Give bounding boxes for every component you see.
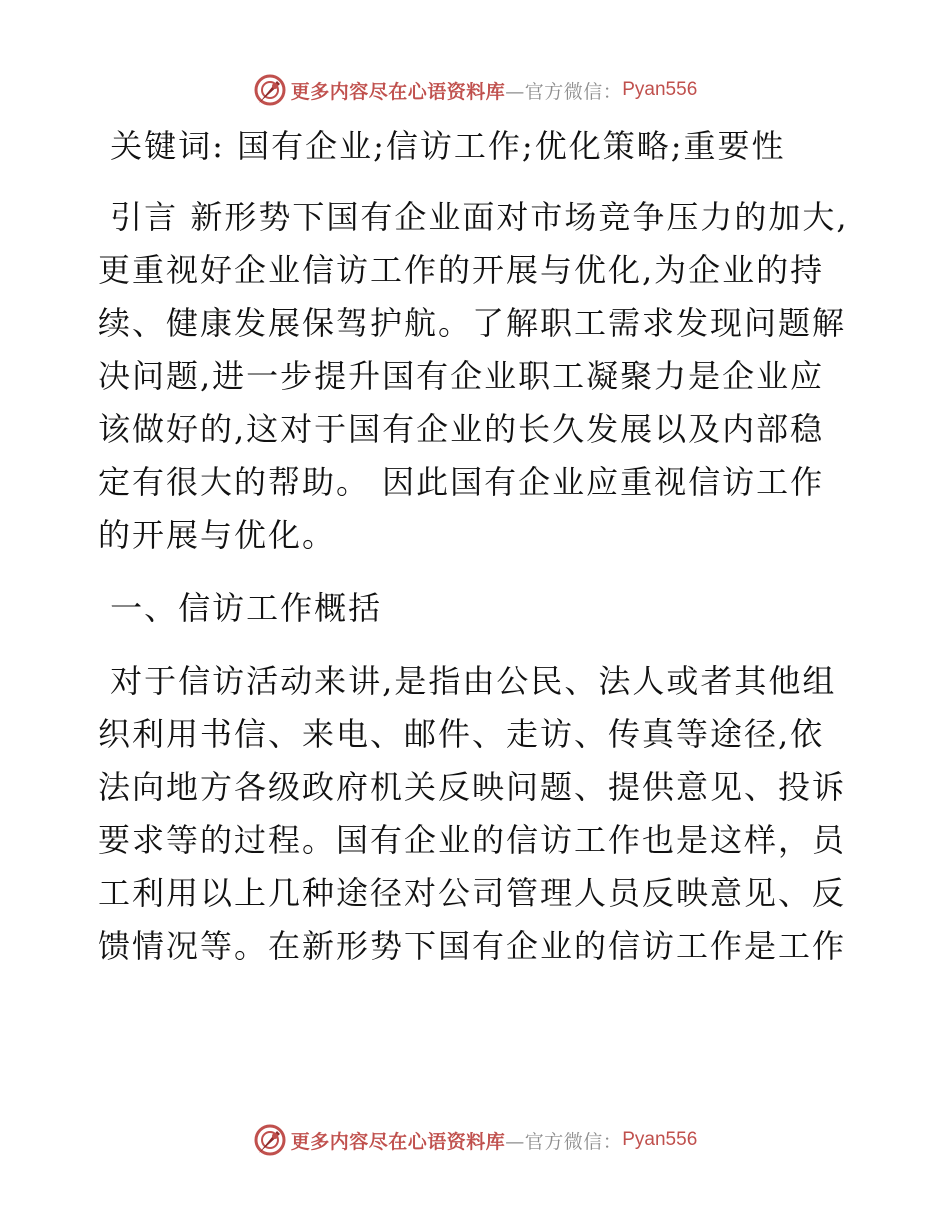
section-heading: 一、信访工作概括 (98, 589, 383, 627)
banner-wechat-id: Pyan556 (622, 79, 698, 100)
banner-title: 更多内容尽在心语资料库 (290, 80, 506, 103)
banner-wechat-label: —官方微信： (505, 1130, 623, 1153)
document-body (98, 120, 850, 993)
intro-paragraph: 引言 新形势下国有企业面对市场竞争压力的加大,更重视好企业信访工作的开展与优化,为企业的持续、健康发展保驾护航。了解职工需求发现问题解决问题,进一步提升国有企业职工凝聚力是企业应该做好的,这对于国有企业的长久发展以及内部稳定有很大的帮助。 因此国有企业应重视信访工作的开展与优化。 (98, 198, 849, 554)
banner-title: 更多内容尽在心语资料库 (290, 1130, 506, 1153)
footer-watermark-banner (0, 1122, 950, 1158)
section-paragraph: 对于信访活动来讲,是指由公民、法人或者其他组织利用书信、来电、邮件、走访、传真等途径,依法向地方各级政府机关反映问题、提供意见、投诉要求等的过程。国有企业的信访工作也是这样，员工利用以上几种途径对公司管理人员反映意见、反馈情况等。在新形势下国有企业的信访工作是工作 (98, 662, 847, 965)
quill-logo-icon (253, 73, 287, 107)
keywords-line: 关键词: 国有企业;信访工作;优化策略;重要性 (98, 127, 786, 165)
banner-wechat-id: Pyan556 (622, 1129, 698, 1150)
header-watermark-banner (0, 72, 950, 108)
banner-wechat-label: —官方微信： (505, 80, 623, 103)
quill-logo-icon (253, 1123, 287, 1157)
